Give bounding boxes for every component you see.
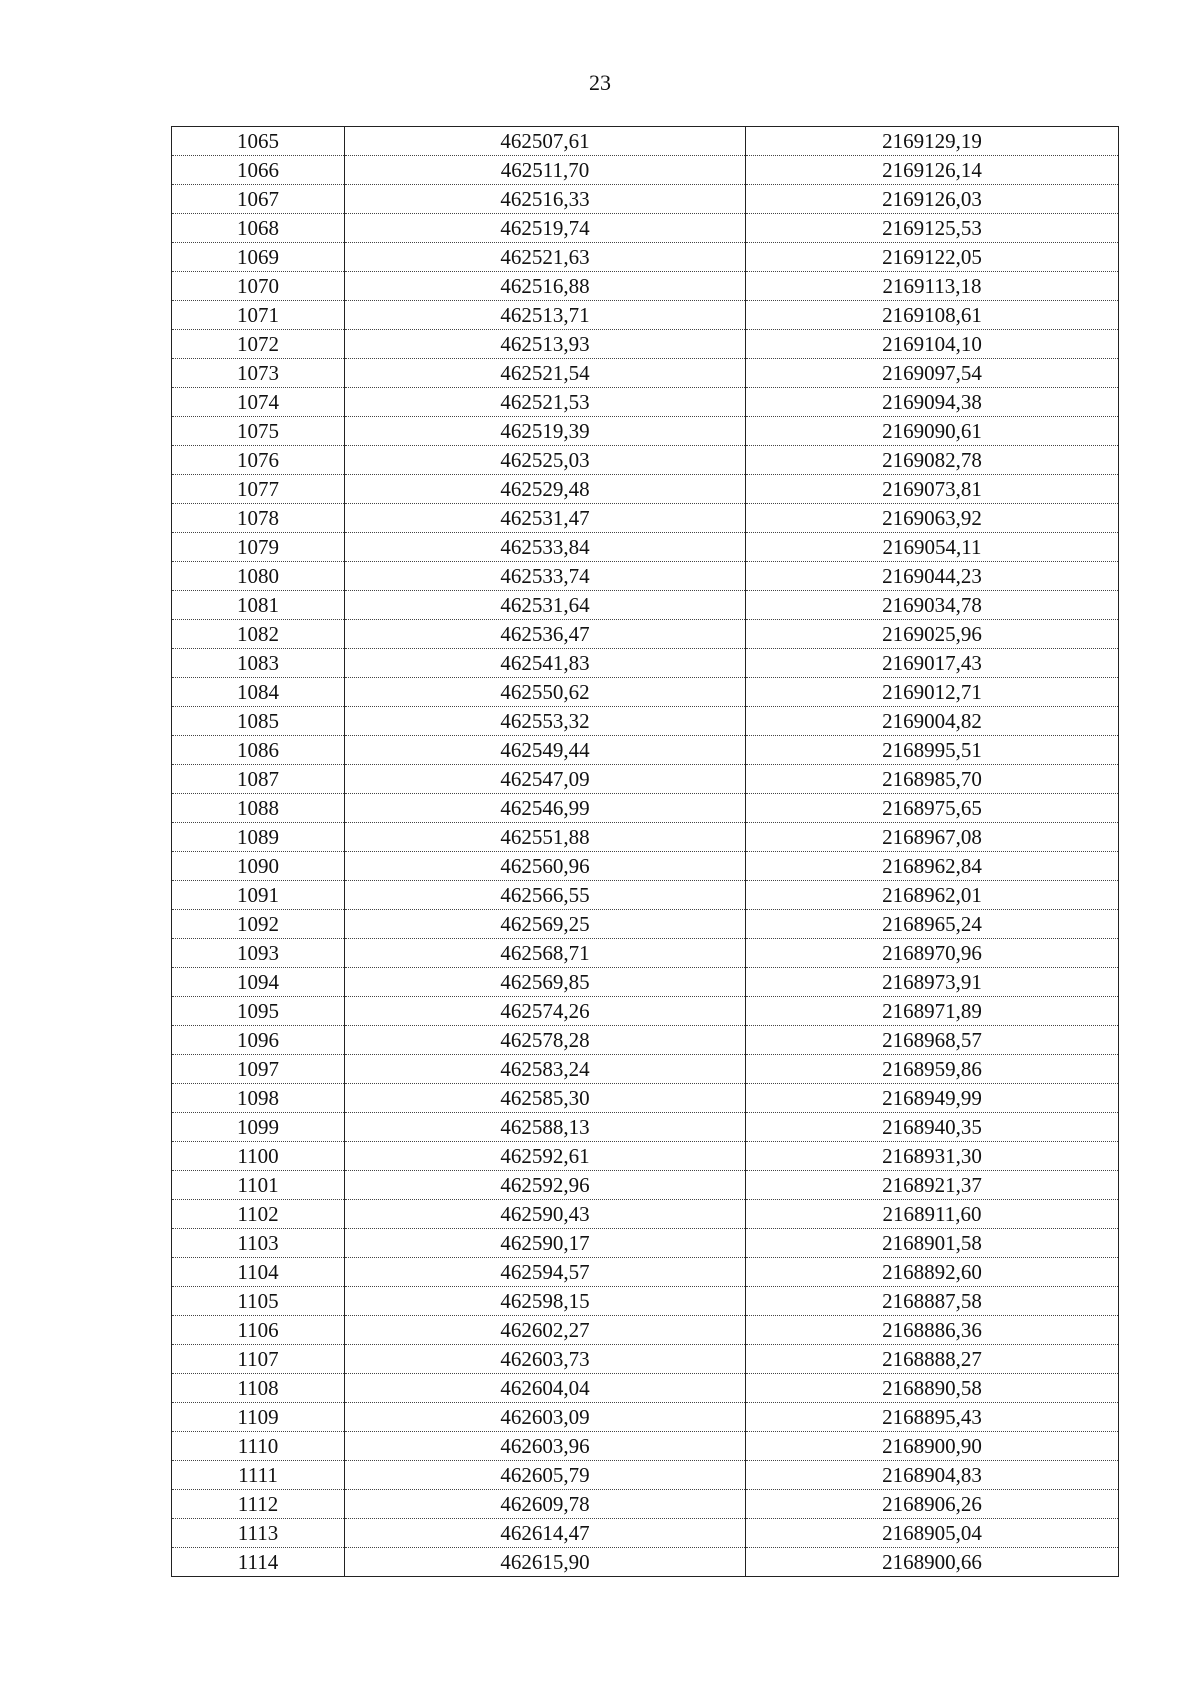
y-coordinate-cell: 2169104,10 [746,330,1119,359]
point-number-cell: 1086 [172,736,345,765]
table-row [172,533,1119,562]
point-number-cell: 1109 [172,1403,345,1432]
y-coordinate-cell: 2168905,04 [746,1519,1119,1548]
point-number-cell: 1089 [172,823,345,852]
y-coordinate-cell: 2168949,99 [746,1084,1119,1113]
table-row [172,1113,1119,1142]
point-number-cell: 1106 [172,1316,345,1345]
point-number-cell: 1076 [172,446,345,475]
y-coordinate-cell: 2169025,96 [746,620,1119,649]
point-number-cell: 1114 [172,1548,345,1577]
point-number-cell: 1082 [172,620,345,649]
y-coordinate-cell: 2168911,60 [746,1200,1119,1229]
x-coordinate-cell: 462549,44 [345,736,746,765]
point-number-cell: 1103 [172,1229,345,1258]
y-coordinate-cell: 2169090,61 [746,417,1119,446]
point-number-cell: 1091 [172,881,345,910]
x-coordinate-cell: 462560,96 [345,852,746,881]
point-number-cell: 1070 [172,272,345,301]
table-row [172,562,1119,591]
coordinates-table-body [172,127,1119,1577]
point-number-cell: 1112 [172,1490,345,1519]
point-number-cell: 1102 [172,1200,345,1229]
y-coordinate-cell: 2168995,51 [746,736,1119,765]
table-row [172,1345,1119,1374]
table-row [172,823,1119,852]
table-row [172,1403,1119,1432]
x-coordinate-cell: 462516,33 [345,185,746,214]
point-number-cell: 1071 [172,301,345,330]
y-coordinate-cell: 2168906,26 [746,1490,1119,1519]
point-number-cell: 1081 [172,591,345,620]
x-coordinate-cell: 462513,71 [345,301,746,330]
x-coordinate-cell: 462578,28 [345,1026,746,1055]
table-row [172,1490,1119,1519]
table-row [172,388,1119,417]
point-number-cell: 1065 [172,127,345,156]
table-row [172,1461,1119,1490]
table-row [172,707,1119,736]
x-coordinate-cell: 462531,64 [345,591,746,620]
x-coordinate-cell: 462614,47 [345,1519,746,1548]
x-coordinate-cell: 462521,54 [345,359,746,388]
table-row [172,939,1119,968]
x-coordinate-cell: 462602,27 [345,1316,746,1345]
y-coordinate-cell: 2169054,11 [746,533,1119,562]
y-coordinate-cell: 2169126,14 [746,156,1119,185]
x-coordinate-cell: 462603,09 [345,1403,746,1432]
x-coordinate-cell: 462533,84 [345,533,746,562]
table-row [172,475,1119,504]
y-coordinate-cell: 2168921,37 [746,1171,1119,1200]
page-number: 23 [589,70,611,95]
coordinates-table [171,126,1119,1577]
y-coordinate-cell: 2169122,05 [746,243,1119,272]
y-coordinate-cell: 2169034,78 [746,591,1119,620]
table-row [172,1055,1119,1084]
table-row [172,852,1119,881]
x-coordinate-cell: 462569,25 [345,910,746,939]
y-coordinate-cell: 2169073,81 [746,475,1119,504]
table-row [172,330,1119,359]
y-coordinate-cell: 2169082,78 [746,446,1119,475]
table-row [172,1171,1119,1200]
x-coordinate-cell: 462603,96 [345,1432,746,1461]
x-coordinate-cell: 462531,47 [345,504,746,533]
table-row [172,765,1119,794]
point-number-cell: 1072 [172,330,345,359]
x-coordinate-cell: 462604,04 [345,1374,746,1403]
y-coordinate-cell: 2169004,82 [746,707,1119,736]
x-coordinate-cell: 462511,70 [345,156,746,185]
x-coordinate-cell: 462603,73 [345,1345,746,1374]
point-number-cell: 1090 [172,852,345,881]
x-coordinate-cell: 462609,78 [345,1490,746,1519]
table-row [172,359,1119,388]
x-coordinate-cell: 462588,13 [345,1113,746,1142]
y-coordinate-cell: 2168971,89 [746,997,1119,1026]
y-coordinate-cell: 2168887,58 [746,1287,1119,1316]
y-coordinate-cell: 2168900,90 [746,1432,1119,1461]
table-row [172,678,1119,707]
x-coordinate-cell: 462529,48 [345,475,746,504]
y-coordinate-cell: 2168962,84 [746,852,1119,881]
x-coordinate-cell: 462615,90 [345,1548,746,1577]
x-coordinate-cell: 462569,85 [345,968,746,997]
point-number-cell: 1075 [172,417,345,446]
table-row [172,214,1119,243]
y-coordinate-cell: 2168895,43 [746,1403,1119,1432]
point-number-cell: 1078 [172,504,345,533]
y-coordinate-cell: 2169108,61 [746,301,1119,330]
table-row [172,1316,1119,1345]
point-number-cell: 1094 [172,968,345,997]
x-coordinate-cell: 462605,79 [345,1461,746,1490]
y-coordinate-cell: 2168900,66 [746,1548,1119,1577]
point-number-cell: 1080 [172,562,345,591]
y-coordinate-cell: 2169063,92 [746,504,1119,533]
point-number-cell: 1110 [172,1432,345,1461]
point-number-cell: 1104 [172,1258,345,1287]
y-coordinate-cell: 2168968,57 [746,1026,1119,1055]
point-number-cell: 1101 [172,1171,345,1200]
table-row [172,185,1119,214]
x-coordinate-cell: 462592,96 [345,1171,746,1200]
y-coordinate-cell: 2168985,70 [746,765,1119,794]
y-coordinate-cell: 2168931,30 [746,1142,1119,1171]
x-coordinate-cell: 462590,43 [345,1200,746,1229]
point-number-cell: 1073 [172,359,345,388]
table-row [172,301,1119,330]
point-number-cell: 1084 [172,678,345,707]
point-number-cell: 1100 [172,1142,345,1171]
x-coordinate-cell: 462536,47 [345,620,746,649]
x-coordinate-cell: 462541,83 [345,649,746,678]
table-row [172,446,1119,475]
table-row [172,1374,1119,1403]
y-coordinate-cell: 2168904,83 [746,1461,1119,1490]
table-row [172,591,1119,620]
point-number-cell: 1085 [172,707,345,736]
y-coordinate-cell: 2169129,19 [746,127,1119,156]
x-coordinate-cell: 462592,61 [345,1142,746,1171]
y-coordinate-cell: 2169012,71 [746,678,1119,707]
point-number-cell: 1088 [172,794,345,823]
y-coordinate-cell: 2169126,03 [746,185,1119,214]
point-number-cell: 1107 [172,1345,345,1374]
table-row [172,272,1119,301]
x-coordinate-cell: 462568,71 [345,939,746,968]
x-coordinate-cell: 462546,99 [345,794,746,823]
y-coordinate-cell: 2169113,18 [746,272,1119,301]
x-coordinate-cell: 462553,32 [345,707,746,736]
y-coordinate-cell: 2168967,08 [746,823,1119,852]
y-coordinate-cell: 2168901,58 [746,1229,1119,1258]
y-coordinate-cell: 2169094,38 [746,388,1119,417]
point-number-cell: 1095 [172,997,345,1026]
point-number-cell: 1111 [172,1461,345,1490]
point-number-cell: 1083 [172,649,345,678]
table-row [172,1258,1119,1287]
table-row [172,1200,1119,1229]
point-number-cell: 1066 [172,156,345,185]
table-row [172,968,1119,997]
x-coordinate-cell: 462566,55 [345,881,746,910]
table-row [172,910,1119,939]
y-coordinate-cell: 2168890,58 [746,1374,1119,1403]
x-coordinate-cell: 462521,63 [345,243,746,272]
table-row [172,620,1119,649]
x-coordinate-cell: 462583,24 [345,1055,746,1084]
x-coordinate-cell: 462585,30 [345,1084,746,1113]
x-coordinate-cell: 462594,57 [345,1258,746,1287]
point-number-cell: 1098 [172,1084,345,1113]
point-number-cell: 1079 [172,533,345,562]
x-coordinate-cell: 462513,93 [345,330,746,359]
x-coordinate-cell: 462507,61 [345,127,746,156]
y-coordinate-cell: 2169097,54 [746,359,1119,388]
y-coordinate-cell: 2168959,86 [746,1055,1119,1084]
y-coordinate-cell: 2168892,60 [746,1258,1119,1287]
y-coordinate-cell: 2168975,65 [746,794,1119,823]
table-row [172,794,1119,823]
y-coordinate-cell: 2168965,24 [746,910,1119,939]
x-coordinate-cell: 462598,15 [345,1287,746,1316]
table-row [172,649,1119,678]
point-number-cell: 1113 [172,1519,345,1548]
table-row [172,1026,1119,1055]
point-number-cell: 1067 [172,185,345,214]
table-row [172,504,1119,533]
table-row [172,1287,1119,1316]
x-coordinate-cell: 462533,74 [345,562,746,591]
point-number-cell: 1096 [172,1026,345,1055]
table-row [172,156,1119,185]
point-number-cell: 1077 [172,475,345,504]
x-coordinate-cell: 462574,26 [345,997,746,1026]
x-coordinate-cell: 462521,53 [345,388,746,417]
table-row [172,243,1119,272]
table-row [172,1432,1119,1461]
x-coordinate-cell: 462519,74 [345,214,746,243]
x-coordinate-cell: 462525,03 [345,446,746,475]
point-number-cell: 1069 [172,243,345,272]
table-row [172,1084,1119,1113]
x-coordinate-cell: 462547,09 [345,765,746,794]
table-row [172,1142,1119,1171]
table-row [172,1548,1119,1577]
point-number-cell: 1092 [172,910,345,939]
point-number-cell: 1068 [172,214,345,243]
x-coordinate-cell: 462590,17 [345,1229,746,1258]
y-coordinate-cell: 2168973,91 [746,968,1119,997]
point-number-cell: 1097 [172,1055,345,1084]
y-coordinate-cell: 2168970,96 [746,939,1119,968]
table-row [172,997,1119,1026]
x-coordinate-cell: 462551,88 [345,823,746,852]
y-coordinate-cell: 2169044,23 [746,562,1119,591]
x-coordinate-cell: 462550,62 [345,678,746,707]
point-number-cell: 1093 [172,939,345,968]
x-coordinate-cell: 462516,88 [345,272,746,301]
table-row [172,1229,1119,1258]
y-coordinate-cell: 2168888,27 [746,1345,1119,1374]
x-coordinate-cell: 462519,39 [345,417,746,446]
table-row [172,127,1119,156]
y-coordinate-cell: 2168940,35 [746,1113,1119,1142]
table-row [172,736,1119,765]
y-coordinate-cell: 2168886,36 [746,1316,1119,1345]
point-number-cell: 1105 [172,1287,345,1316]
y-coordinate-cell: 2168962,01 [746,881,1119,910]
table-row [172,881,1119,910]
point-number-cell: 1087 [172,765,345,794]
point-number-cell: 1108 [172,1374,345,1403]
y-coordinate-cell: 2169017,43 [746,649,1119,678]
table-row [172,1519,1119,1548]
table-row [172,417,1119,446]
point-number-cell: 1074 [172,388,345,417]
y-coordinate-cell: 2169125,53 [746,214,1119,243]
point-number-cell: 1099 [172,1113,345,1142]
